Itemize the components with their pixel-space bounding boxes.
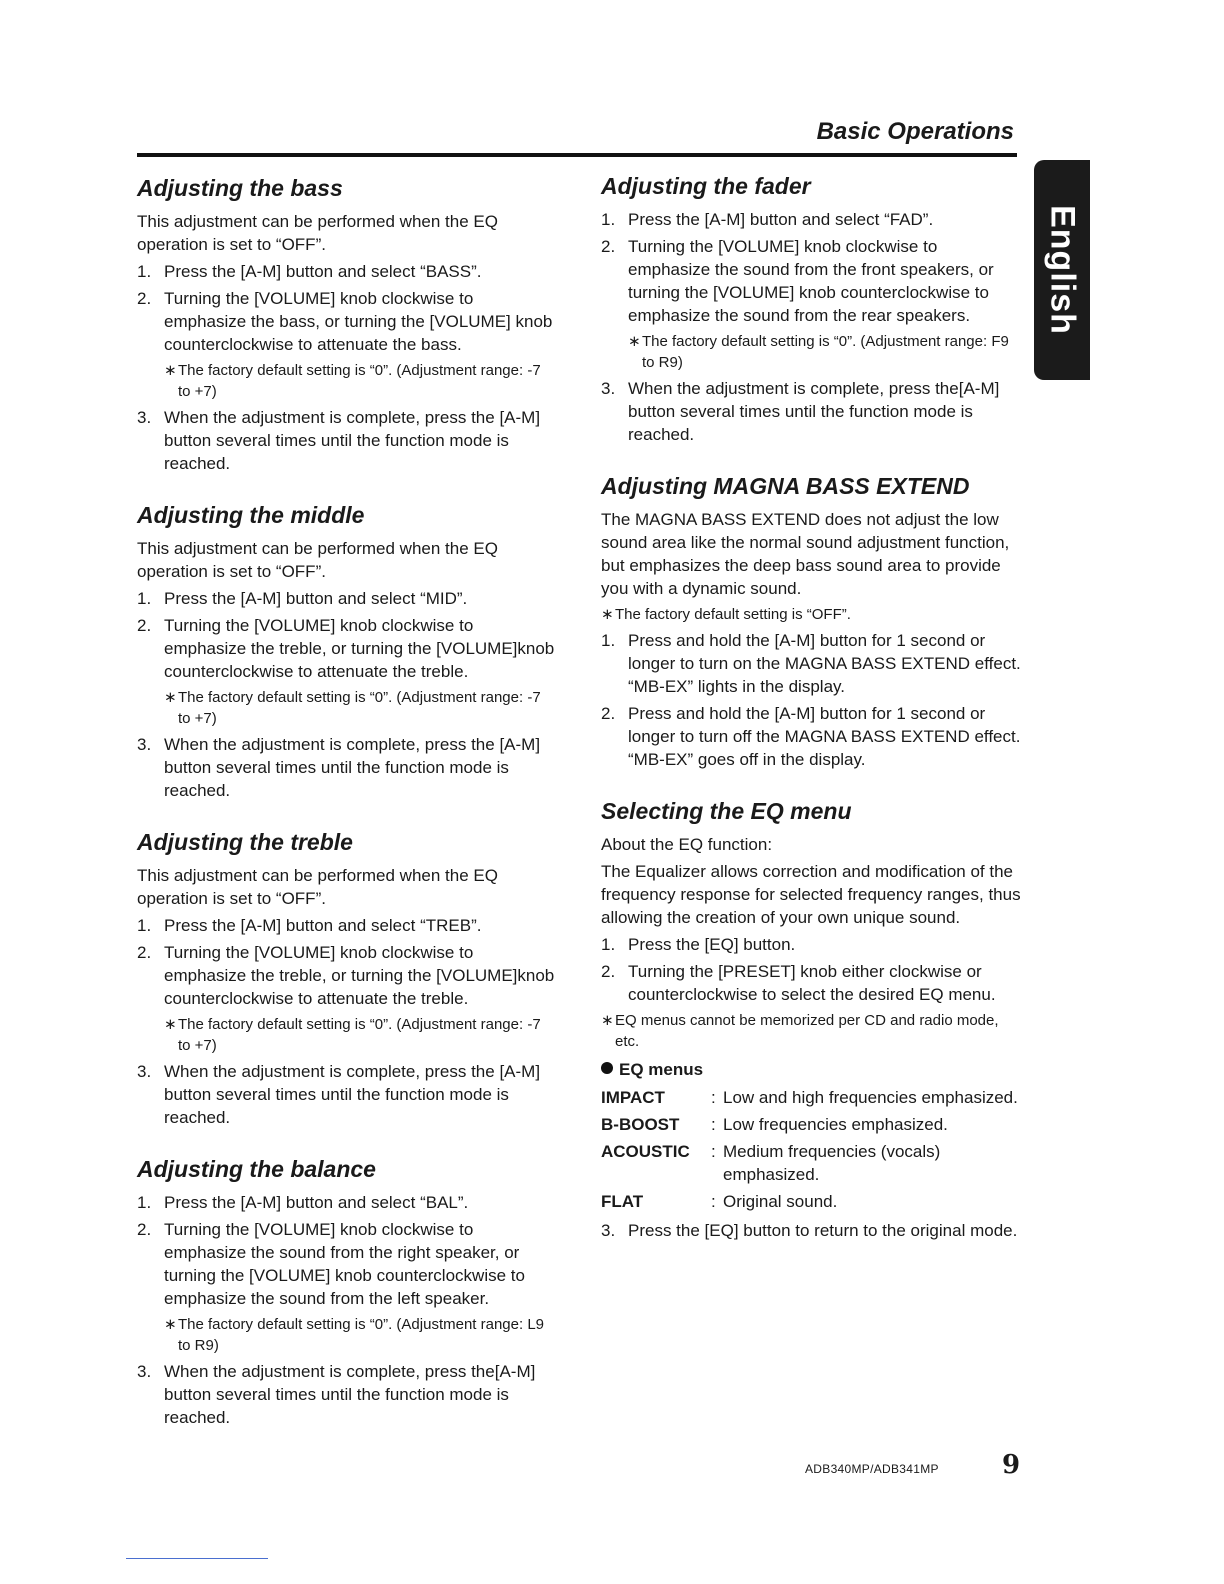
step-item: 3. When the adjustment is complete, press the [A-M] button several times until the function mode is reached. [137, 1062, 541, 1127]
eq-menu-desc: Low frequencies emphasized. [723, 1115, 948, 1134]
step-list [601, 208, 1021, 446]
eq-menu-name: ACOUSTIC [601, 1142, 690, 1161]
step-text: Press the [A-M] button and select “BASS”. [164, 262, 482, 281]
section-eq-menu [601, 795, 1021, 1242]
step-list [137, 1191, 557, 1429]
step-item: 2. Turning the [VOLUME] knob clockwise to emphasize the treble, or turning the [VOLUME]knob counterclockwise to attenuate the treble. ∗ The factory default setting is “0”. (Adjustment range: -7 to +7) [137, 941, 557, 1056]
page-header-title: Basic Operations [816, 118, 1014, 145]
step-item: 1. Press the [A-M] button and select “FAD”. [601, 210, 934, 229]
left-column [137, 172, 557, 1453]
section-title: Adjusting the treble [137, 829, 353, 855]
section-magna-bass-extend [601, 470, 1021, 771]
eq-menu-desc: Original sound. [723, 1192, 838, 1211]
step-item: 1. Press the [EQ] button. [601, 935, 796, 954]
section-middle [137, 499, 557, 802]
step-item: 1. Press the [A-M] button and select “BASS”. [137, 262, 482, 281]
eq-menu-name: IMPACT [601, 1088, 665, 1107]
section-title: Adjusting the balance [137, 1156, 376, 1182]
step-list [601, 933, 1021, 1006]
section-title: Adjusting the bass [137, 175, 343, 201]
note: ∗ The factory default setting is “0”. (Adjustment range: L9 to R9) [164, 1314, 557, 1356]
step-list [137, 914, 557, 1129]
step-item: 2. Turning the [VOLUME] knob clockwise to emphasize the bass, or turning the [VOLUME] knob counterclockwise to attenuate the bass. ∗ The factory default setting is “0”. (Adjustment range: -7 to +7) [137, 287, 557, 402]
note: ∗ The factory default setting is “0”. (Adjustment range: -7 to +7) [164, 1014, 557, 1056]
eq-menu-desc: Medium frequencies (vocals) emphasized. [723, 1142, 941, 1184]
step-item: 2. Turning the [VOLUME] knob clockwise to emphasize the sound from the right speaker, or turning the [VOLUME] knob counterclockwise to emphasize the sound from the left speaker. ∗ The factory default setting is “0”. (Adjustment range: L9 to R9) [137, 1218, 557, 1356]
section-balance [137, 1153, 557, 1429]
footer-model-number: ADB340MP/ADB341MP [805, 1462, 939, 1476]
step-text: When the adjustment is complete, press the [A-M] button several times until the function mode is reached. [164, 735, 541, 800]
eq-menu-name: B-BOOST [601, 1115, 680, 1134]
section-title: Selecting the EQ menu [601, 798, 852, 824]
eq-menu-desc: Low and high frequencies emphasized. [723, 1088, 1018, 1107]
step-text: Press the [EQ] button. [628, 935, 796, 954]
section-intro: The Equalizer allows correction and modification of the frequency response for selected frequency ranges, thus allowing the creation of your own unique sound. [601, 862, 1021, 927]
step-text: When the adjustment is complete, press the [A-M] button several times until the function mode is reached. [164, 408, 541, 473]
step-item: 3. When the adjustment is complete, press the[A-M] button several times until the function mode is reached. [137, 1362, 536, 1427]
step-text: Turning the [VOLUME] knob clockwise to emphasize the treble, or turning the [VOLUME]knob counterclockwise to attenuate the treble. [164, 943, 555, 1008]
step-list [137, 260, 557, 475]
step-text: Turning the [VOLUME] knob clockwise to emphasize the sound from the right speaker, or turning the [VOLUME] knob counterclockwise to emphasize the sound from the left speaker. [164, 1220, 525, 1308]
note: ∗ The factory default setting is “OFF”. [601, 604, 1021, 625]
page-number: 9 [1002, 1450, 1021, 1480]
right-column [601, 170, 1021, 1266]
step-text: Turning the [PRESET] knob either clockwise or counterclockwise to select the desired EQ menu. [628, 962, 996, 1004]
step-text: When the adjustment is complete, press the[A-M] button several times until the function mode is reached. [164, 1362, 536, 1427]
step-text: Press the [A-M] button and select “BAL”. [164, 1193, 469, 1212]
bullet-icon [601, 1062, 613, 1074]
table-row: IMPACT : Low and high frequencies emphasized. [601, 1084, 1021, 1111]
step-item: 1. Press and hold the [A-M] button for 1 second or longer to turn on the MAGNA BASS EXTEND effect. “MB-EX” lights in the display. [601, 631, 1021, 696]
step-item: 1. Press the [A-M] button and select “BAL”. [137, 1193, 469, 1212]
section-treble [137, 826, 557, 1129]
note: ∗ The factory default setting is “0”. (Adjustment range: -7 to +7) [164, 360, 557, 402]
table-row: ACOUSTIC : Medium frequencies (vocals) emphasized. [601, 1138, 1021, 1188]
step-item: 3. When the adjustment is complete, press the[A-M] button several times until the function mode is reached. [601, 379, 1000, 444]
table-row: FLAT : Original sound. [601, 1188, 1021, 1215]
step-text: When the adjustment is complete, press the[A-M] button several times until the function mode is reached. [628, 379, 1000, 444]
step-item: 2. Turning the [PRESET] knob either clockwise or counterclockwise to select the desired EQ menu. [601, 962, 996, 1004]
note: ∗ The factory default setting is “0”. (Adjustment range: F9 to R9) [628, 331, 1021, 373]
step-text: Press the [A-M] button and select “TREB”. [164, 916, 482, 935]
step-text: Press and hold the [A-M] button for 1 second or longer to turn on the MAGNA BASS EXTEND effect. “MB-EX” lights in the display. [628, 631, 1021, 696]
step-text: When the adjustment is complete, press the [A-M] button several times until the function mode is reached. [164, 1062, 541, 1127]
step-text: Press the [A-M] button and select “MID”. [164, 589, 468, 608]
section-fader [601, 170, 1021, 446]
step-item: 1. Press the [A-M] button and select “MID”. [137, 589, 468, 608]
step-text: Turning the [VOLUME] knob clockwise to emphasize the sound from the front speakers, or turning the [VOLUME] knob counterclockwise to emphasize the sound from the rear speakers. [628, 237, 994, 325]
note: ∗ EQ menus cannot be memorized per CD and radio mode, etc. [601, 1010, 1021, 1052]
section-title: Adjusting the middle [137, 502, 365, 528]
step-item: 3. When the adjustment is complete, press the [A-M] button several times until the function mode is reached. [137, 408, 541, 473]
step-list [601, 629, 1021, 771]
section-title: Adjusting MAGNA BASS EXTEND [601, 473, 970, 499]
note: ∗ The factory default setting is “0”. (Adjustment range: -7 to +7) [164, 687, 557, 729]
section-bass [137, 172, 557, 475]
step-text: Turning the [VOLUME] knob clockwise to emphasize the bass, or turning the [VOLUME] knob counterclockwise to attenuate the bass. [164, 289, 553, 354]
eq-menu-table [601, 1084, 1021, 1215]
step-item: 3. Press the [EQ] button to return to the original mode. [601, 1221, 1018, 1240]
step-item: 2. Turning the [VOLUME] knob clockwise to emphasize the treble, or turning the [VOLUME]knob counterclockwise to attenuate the treble. ∗ The factory default setting is “0”. (Adjustment range: -7 to +7) [137, 614, 557, 729]
step-text: Press the [EQ] button to return to the original mode. [628, 1221, 1018, 1240]
eq-menus-heading [601, 1058, 1021, 1082]
footer-divider [126, 1558, 268, 1559]
step-list [137, 587, 557, 802]
eq-menus-heading-text: EQ menus [619, 1060, 704, 1079]
header-rule [137, 153, 1017, 157]
section-intro: The MAGNA BASS EXTEND does not adjust the low sound area like the normal sound adjustment function, but emphasizes the deep bass sound area to provide you with a dynamic sound. [601, 510, 1010, 598]
section-intro: This adjustment can be performed when the EQ operation is set to “OFF”. [137, 866, 498, 908]
step-item: 1. Press the [A-M] button and select “TREB”. [137, 916, 482, 935]
section-intro: This adjustment can be performed when the EQ operation is set to “OFF”. [137, 212, 498, 254]
eq-menu-name: FLAT [601, 1192, 644, 1211]
language-tab-label: English [1043, 205, 1082, 335]
section-title: Adjusting the fader [601, 173, 811, 199]
language-tab [1034, 160, 1090, 380]
table-row: B-BOOST : Low frequencies emphasized. [601, 1111, 1021, 1138]
section-intro: This adjustment can be performed when the EQ operation is set to “OFF”. [137, 539, 498, 581]
step-list [601, 1219, 1021, 1242]
eq-about: About the EQ function: [601, 835, 773, 854]
step-item: 2. Turning the [VOLUME] knob clockwise to emphasize the sound from the front speakers, or turning the [VOLUME] knob counterclockwise to emphasize the sound from the rear speakers. ∗ The factory default setting is “0”. (Adjustment range: F9 to R9) [601, 235, 1021, 373]
step-text: Press and hold the [A-M] button for 1 second or longer to turn off the MAGNA BASS EXTEND effect. “MB-EX” goes off in the display. [628, 704, 1021, 769]
step-item: 3. When the adjustment is complete, press the [A-M] button several times until the function mode is reached. [137, 735, 541, 800]
step-text: Turning the [VOLUME] knob clockwise to emphasize the treble, or turning the [VOLUME]knob counterclockwise to attenuate the treble. [164, 616, 555, 681]
step-text: Press the [A-M] button and select “FAD”. [628, 210, 934, 229]
step-item: 2. Press and hold the [A-M] button for 1 second or longer to turn off the MAGNA BASS EXTEND effect. “MB-EX” goes off in the display. [601, 704, 1021, 769]
